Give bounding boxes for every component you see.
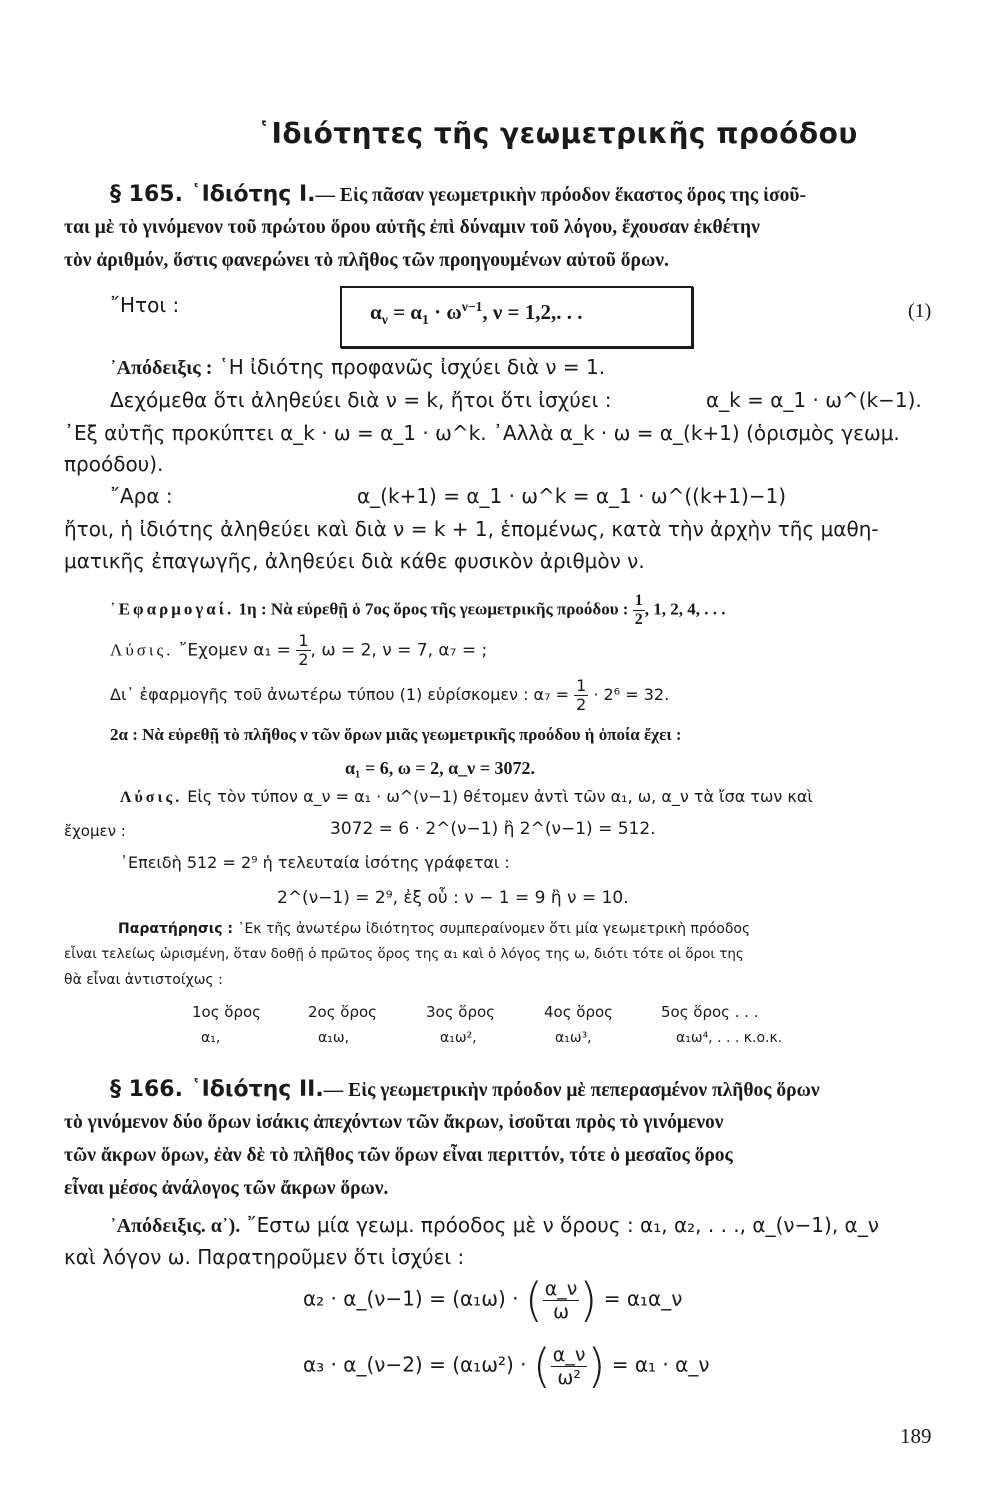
page-number: 189 [900,1424,932,1448]
ara-label: ῎Αρα : [110,484,173,508]
proof-1-label: ᾿Απόδειξις : [110,357,213,379]
remark-line-3: θὰ εἶναι ἀντιστοίχως : [64,972,223,988]
terms-header-1: 1ος ὅρος [192,1003,261,1021]
boxed-formula [370,299,583,328]
fraction-numerator: α_ν [552,1343,586,1366]
solution-2-result: 2^(ν−1) = 2⁹, ἐξ οὗ : ν − 1 = 9 ἢ ν = 10. [277,888,629,908]
lysis-1-label: Λύσις. [110,640,174,660]
formula-exp: ν−1 [461,299,483,314]
proof-1-line-4: προόδου). [64,452,164,476]
formula-rest: , ν = 1,2,. . . [482,300,583,324]
proof-2-line-1 [110,1213,879,1238]
terms-header-4: 4ος ὅρος [544,1003,613,1021]
fraction-denominator: 2 [576,695,587,714]
formula-a: α [370,300,382,324]
proof-2-formula-2 [303,1339,710,1393]
example-1-fraction [633,592,645,629]
remark-label: Παρατήρησις : [118,921,233,937]
formula-2-fraction [532,1339,606,1393]
remark-text-1: ᾿Εκ τῆς ἀνωτέρω ἰδιότητος συμπεραίνομεν ὅτι μία γεωμετρικὴ πρόοδος [233,921,751,937]
solution-2-line-3: ᾿Επειδὴ 512 = 2⁹ ἡ τελευταία ἰσότης γράφεται : [120,853,510,872]
remark-line-2: εἶναι τελείως ὡρισμένη, ὅταν δοθῇ ὁ πρῶτος ὅρος της α₁ καὶ ὁ λόγος της ω, διότι τότε οἱ ὅροι της [64,946,744,962]
solution-1-result: · 2⁶ = 32. [593,685,670,704]
fraction-numerator: 1 [576,676,587,695]
property-2-line-3: τῶν ἄκρων ὅρων, ἐὰν δὲ τὸ πλῆθος τῶν ὅρων εἶναι περιττόν, τότε ὁ μεσαῖος ὅρος [64,1145,733,1166]
solution-1-line-1 [110,632,487,669]
formula-eq: = α [387,300,423,324]
section-166-label: § 166. ῾Ιδιότης ΙΙ. [110,1077,324,1102]
formula-1-fraction [524,1273,598,1327]
echomen-label: ἔχομεν : [64,822,126,840]
itoi-label: ῎Ητοι : [110,293,180,317]
proof-1-line-1 [110,355,605,380]
example-1-text: 1η : Νὰ εὑρεθῇ ὁ 7ος ὅρος τῆς γεωμετρικῆς προόδου : [238,599,629,619]
formula-2-rhs: = α₁ · α_ν [611,1352,710,1377]
proof-2-line-2: καὶ λόγον ω. Παρατηροῦμεν ὅτι ἰσχύει : [64,1245,465,1269]
proof-2-label: ᾿Απόδειξις. α᾿). [110,1215,241,1237]
fraction-denominator: 2 [634,611,643,628]
terms-header-5: 5ος ὅρος . . . [661,1003,759,1021]
property-1-line-2: ται μὲ τὸ γινόμενον τοῦ πρώτου ὅρου αὐτῆς ἐπὶ δύναμιν τοῦ λόγου, ἔχουσαν ἐκθέτην [64,217,760,238]
formula-sub-1: 1 [422,312,429,328]
property-1-line-1 [110,178,806,212]
example-2-line: 2α : Νὰ εὑρεθῇ τὸ πλῆθος ν τῶν ὅρων μιᾶς γεωμετρικῆς προόδου ἡ ὁποία ἔχει : [110,725,682,744]
terms-header-2: 2ος ὅρος [308,1003,377,1021]
section-165-label: § 165. ῾Ιδιότης Ι. [110,182,316,207]
section-166-dash: — [323,1080,344,1101]
term-5: α₁ω⁴, . . . κ.ο.κ. [676,1030,783,1046]
proof-1-line-5: ἤτοι, ἡ ἰδιότης ἀληθεύει καὶ διὰ ν = k + 1, ἑπομένως, κατὰ τὴν ἀρχὴν τῆς μαθη- [64,517,879,541]
solution-1-line-2 [110,677,669,714]
formula-1-lhs: α₂ · α_(ν−1) = (α₁ω) · [303,1286,519,1311]
formula-2-lhs: α₃ · α_(ν−2) = (α₁ω²) · [303,1352,527,1377]
fraction-numerator: 1 [298,631,309,650]
fraction [551,1344,588,1389]
section-heading: ῾Ιδιότητες τῆς γεωμετρικῆς προόδου [257,117,858,150]
term-3: α₁ω², [440,1030,477,1046]
right-paren: ) [579,1273,598,1327]
proof-2-text-1: ῎Εστω μία γεωμ. πρόοδος μὲ ν ὅρους : α₁, α₂, . . ., α_(ν−1), α_ν [240,1213,879,1237]
fraction-numerator: 1 [634,592,643,609]
fraction-denominator: ω² [557,1366,581,1389]
proof-1-line-6: ματικῆς ἐπαγωγῆς, ἀληθεύει διὰ κάθε φυσικὸν ἀριθμὸν ν. [64,549,645,573]
solution-2-line-1 [120,787,813,807]
formula-omega: · ω [428,300,462,324]
proof-1-line-3: ᾿Εξ αὐτῆς προκύπτει α_k · ω = α_1 · ω^k. ᾿Αλλὰ α_k · ω = α_(k+1) (ὁρισμὸς γεωμ. [64,421,900,445]
left-paren: ( [532,1339,551,1393]
lysis-2-label: Λύσις. [120,789,183,806]
section-165-dash: — [315,185,336,206]
formula-sub-nu: ν [381,312,388,328]
solution-2-text: Εἰς τὸν τύπον α_ν = α₁ · ω^(ν−1) θέτομεν ἀντὶ τῶν α₁, ω, α_ν τὰ ἴσα των καὶ [187,787,813,806]
solution-1-rest: , ω = 2, ν = 7, α₇ = ; [310,640,488,661]
property-2-line-2: τὸ γινόμενον δύο ὅρων ἰσάκις ἀπεχόντων τῶν ἄκρων, ἰσοῦται πρὸς τὸ γινόμενον [64,1112,724,1133]
term-1: α₁, [201,1030,221,1046]
term-2: α₁ω, [318,1030,350,1046]
example-1-sequence: , 1, 2, 4, . . . [644,599,726,619]
solution-1-fraction-2 [574,677,588,714]
property-1-text-1: Εἰς πᾶσαν γεωμετρικὴν πρόοδον ἕκαστος ὅρος της ἰσοῦ- [339,185,806,206]
proof-2-formula-1 [303,1273,683,1327]
ara-formula: α_(k+1) = α_1 · ω^k = α_1 · ω^((k+1)−1) [357,484,787,508]
solution-1-text: ῎Εχομεν α₁ = [178,640,291,661]
fraction-denominator: ω [553,1300,570,1323]
solution-1-fraction [296,632,310,669]
property-2-text-1: Εἰς γεωμετρικὴν πρόοδον μὲ πεπερασμένον πλῆθος ὅρων [348,1080,820,1101]
solution-2-equation: 3072 = 6 · 2^(ν−1) ἢ 2^(ν−1) = 512. [330,819,656,839]
terms-header-3: 3ος ὅρος [426,1003,495,1021]
property-2-line-1 [110,1073,820,1107]
property-1-line-3: τὸν ἀριθμόν, ὅστις φανερώνει τὸ πλῆθος τῶν προηγουμένων αὐτοῦ ὅρων. [64,250,669,271]
fraction [543,1278,580,1323]
left-paren: ( [524,1273,543,1327]
example-2-values: α₁ = 6, ω = 2, α_ν = 3072. [345,758,535,778]
fraction-numerator: α_ν [544,1277,578,1300]
remark-line-1 [118,921,750,937]
proof-1-text: ῾Η ἰδιότης προφανῶς ἰσχύει διὰ ν = 1. [212,355,606,379]
applications-label: ᾿Εφαρμογαί. [110,599,235,619]
property-2-line-4: εἶναι μέσος ἀνάλογος τῶν ἄκρων ὅρων. [64,1178,389,1199]
example-1-line [110,592,725,629]
equation-number: (1) [908,300,932,322]
formula-1-rhs: = α₁α_ν [603,1286,683,1311]
proof-1-formula-2: α_k = α_1 · ω^(k−1). [706,388,922,412]
term-4: α₁ω³, [555,1030,592,1046]
fraction-denominator: 2 [298,650,309,669]
proof-1-line-2: Δεχόμεθα ὅτι ἀληθεύει διὰ ν = k, ἤτοι ὅτι ἰσχύει : [110,388,612,412]
solution-1-text-2: Δι᾿ ἐφαρμογῆς τοῦ ἀνωτέρω τύπου (1) εὑρίσκομεν : α₇ = [110,685,569,704]
right-paren: ) [587,1339,606,1393]
